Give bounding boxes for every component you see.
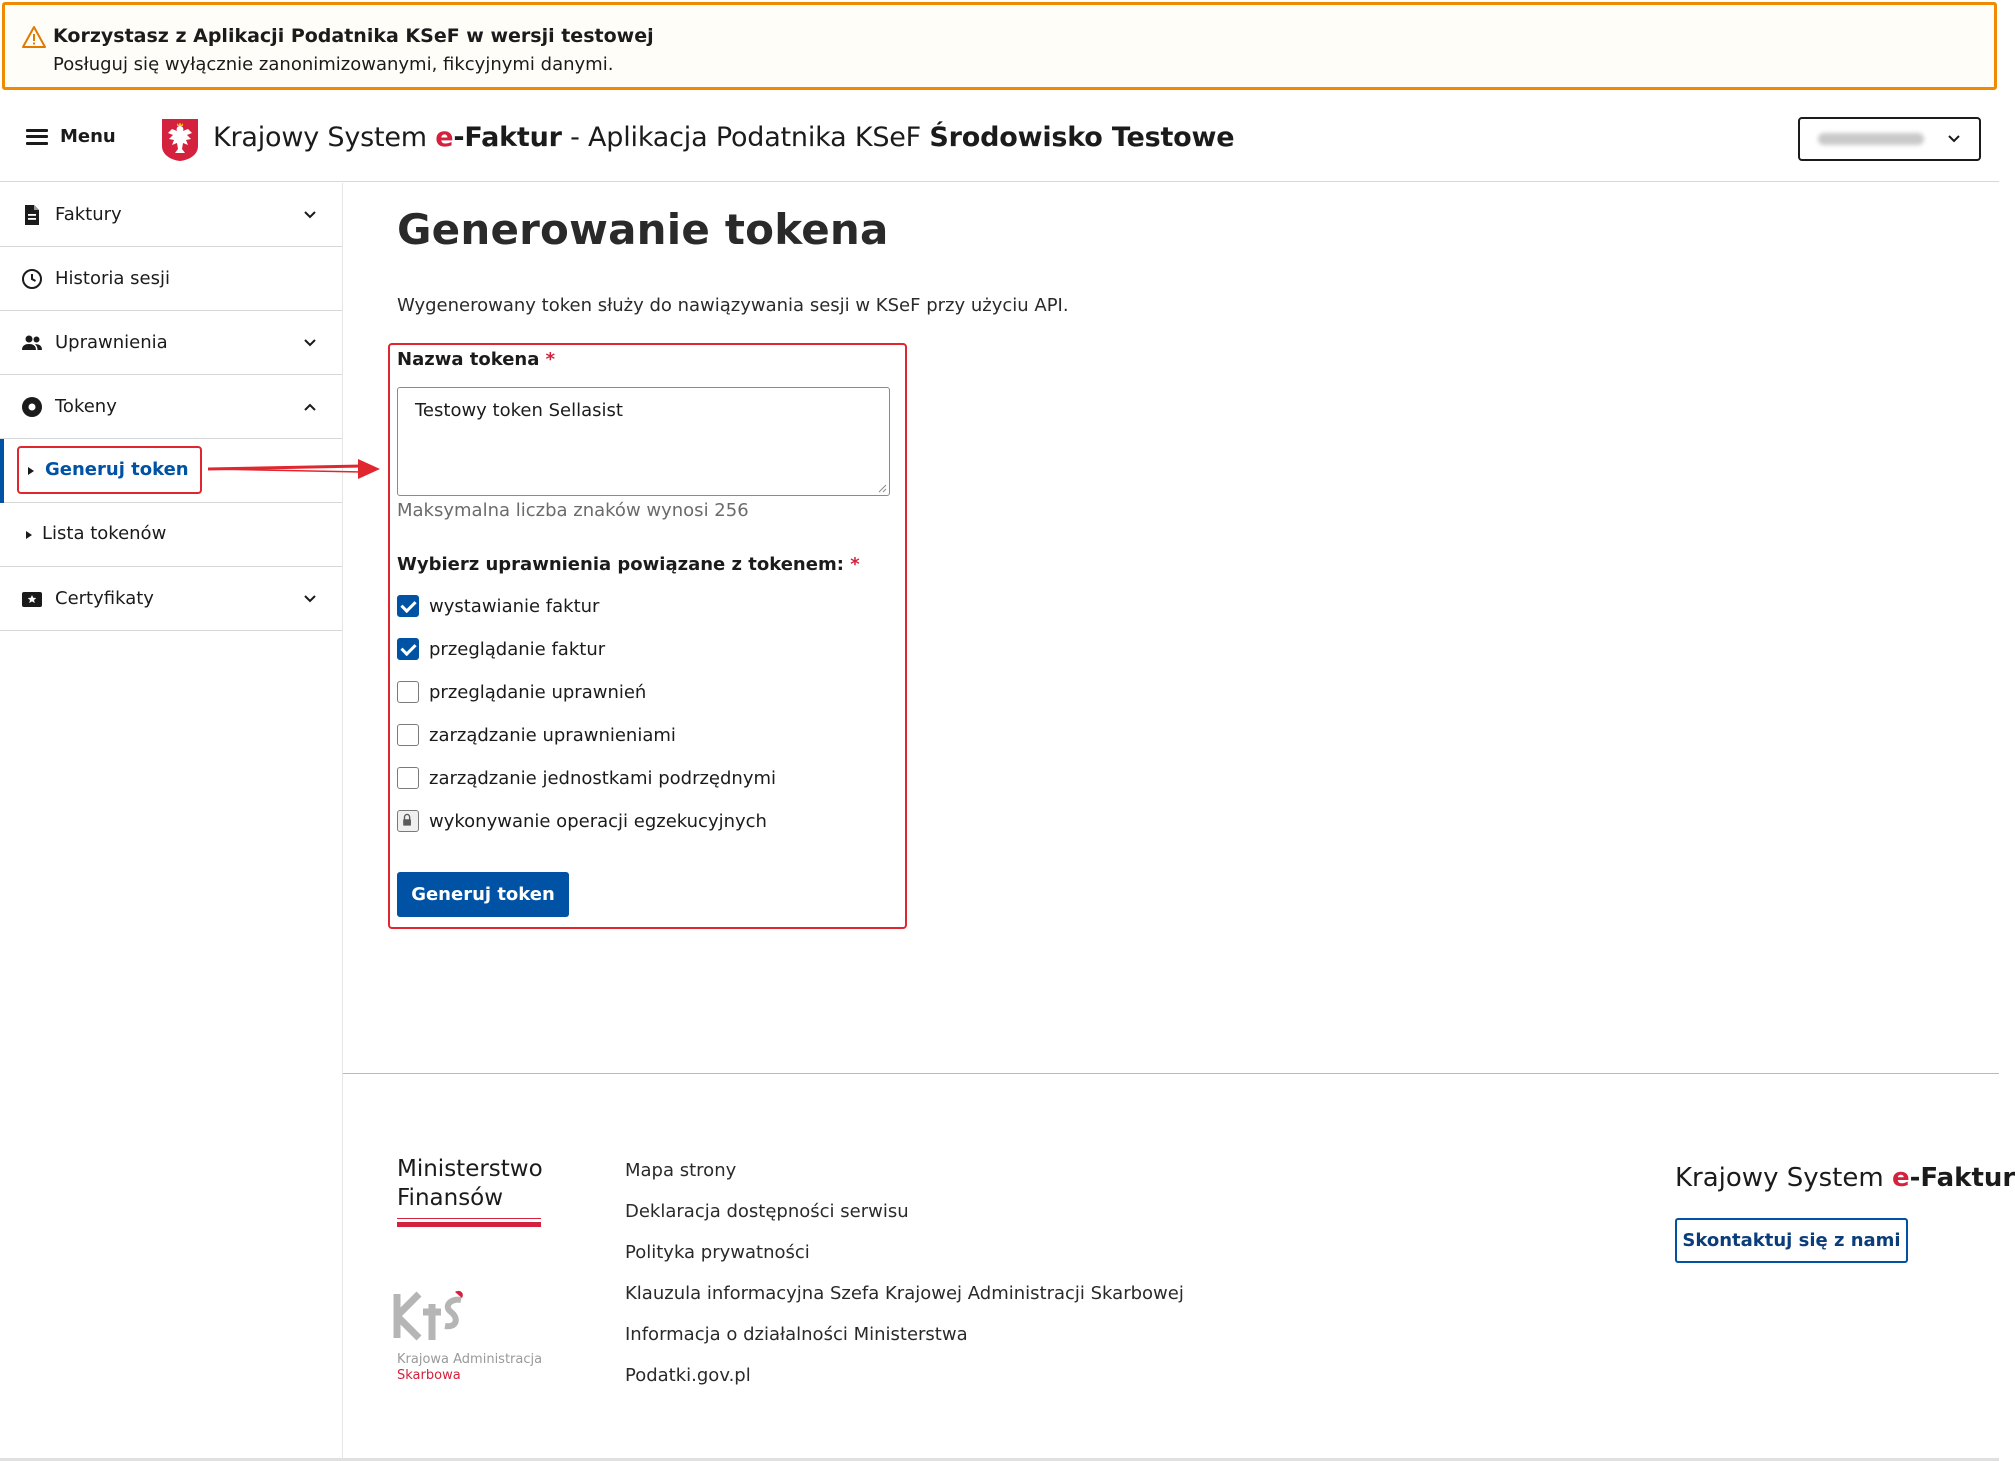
ministry-logo <box>397 1155 543 1213</box>
kas-logo-line2: Skarbowa <box>397 1368 461 1383</box>
menu-button[interactable] <box>26 126 116 147</box>
hamburger-icon <box>26 129 48 145</box>
permissions-label-text: Wybierz uprawnienia powiązane z tokenem: <box>397 554 844 575</box>
app-header <box>0 92 1999 182</box>
page-title: Generowanie tokena <box>397 205 889 254</box>
triangle-right-icon <box>26 531 32 539</box>
permission-zarzadzanie-jednostkami[interactable] <box>397 765 776 791</box>
chevron-down-icon <box>300 333 320 353</box>
ksef-brand-logo <box>1675 1163 2015 1193</box>
certificate-icon <box>20 587 44 611</box>
annotation-arrow-icon <box>206 454 382 484</box>
checkbox-unchecked[interactable] <box>397 724 419 746</box>
sidebar-subitem-lista-tokenow[interactable] <box>0 503 342 567</box>
sidebar-subitem-label: Lista tokenów <box>42 523 167 544</box>
sidebar-item-certyfikaty[interactable] <box>0 567 342 631</box>
kas-logo-line1: Krajowa Administracja <box>397 1352 543 1367</box>
banner-title: Korzystasz z Aplikacji Podatnika KSeF w wersji testowej <box>53 25 654 47</box>
footer-link-polityka-prywatnosci[interactable]: Polityka prywatności <box>625 1242 810 1263</box>
kas-logo-icon <box>395 1290 515 1350</box>
test-environment-banner <box>2 2 1997 90</box>
footer-link-podatki[interactable]: Podatki.gov.pl <box>625 1365 751 1386</box>
footer-link-informacja-o-dzialalnosci[interactable]: Informacja o działalności Ministerstwa <box>625 1324 968 1345</box>
app-title-part1: Krajowy System <box>213 122 436 153</box>
required-mark: * <box>545 349 556 370</box>
page-intro: Wygenerowany token służy do nawiązywania sesji w KSeF przy użyciu API. <box>397 295 1069 316</box>
chevron-up-icon <box>300 397 320 417</box>
permission-przegladanie-faktur[interactable] <box>397 636 605 662</box>
permission-label: przeglądanie uprawnień <box>429 681 647 703</box>
sidebar-item-label: Uprawnienia <box>55 332 168 353</box>
resize-grip-icon[interactable] <box>877 483 887 493</box>
triangle-right-icon <box>28 467 34 475</box>
sidebar-item-historia-sesji[interactable] <box>0 247 342 311</box>
required-mark: * <box>850 554 860 575</box>
ministry-logo-line2: Finansów <box>397 1185 504 1211</box>
menu-label: Menu <box>60 126 116 147</box>
chevron-down-icon <box>1944 129 1964 149</box>
ministry-logo-line1: Ministerstwo <box>397 1156 543 1182</box>
permission-label: wykonywanie operacji egzekucyjnych <box>429 810 767 832</box>
app-title-part2: - Aplikacja Podatnika KSeF <box>561 122 930 153</box>
footer-link-mapa-strony[interactable]: Mapa strony <box>625 1160 737 1181</box>
footer-divider <box>343 1073 1999 1074</box>
sidebar-item-label: Historia sesji <box>55 268 170 289</box>
token-name-label-text: Nazwa tokena <box>397 349 540 370</box>
app-title <box>213 122 1234 153</box>
permission-label: zarządzanie jednostkami podrzędnymi <box>429 767 777 789</box>
generate-token-button[interactable]: Generuj token <box>397 872 569 917</box>
ministry-logo-bar <box>397 1222 541 1227</box>
checkbox-unchecked[interactable] <box>397 681 419 703</box>
clock-icon <box>20 267 44 291</box>
sidebar-nav <box>0 183 343 1461</box>
user-identifier-redacted <box>1818 133 1924 145</box>
sidebar-item-label: Faktury <box>55 204 122 225</box>
footer-link-klauzula-informacyjna[interactable]: Klauzula informacyjna Szefa Krajowej Administracji Skarbowej <box>625 1283 1184 1304</box>
sidebar-item-uprawnienia[interactable] <box>0 311 342 375</box>
permission-label: przeglądanie faktur <box>429 638 606 660</box>
app-title-environment: Środowisko Testowe <box>929 122 1235 153</box>
banner-subtitle: Posługuj się wyłącznie zanonimizowanymi, fikcyjnymi danymi. <box>53 54 614 75</box>
chevron-down-icon <box>300 589 320 609</box>
checkbox-checked[interactable] <box>397 638 419 660</box>
token-name-input[interactable] <box>397 387 890 496</box>
permission-przegladanie-uprawnien[interactable] <box>397 679 646 705</box>
token-name-label <box>397 349 555 370</box>
document-icon <box>20 203 44 227</box>
user-context-select[interactable] <box>1798 117 1981 161</box>
lock-icon <box>398 811 417 830</box>
checkbox-unchecked[interactable] <box>397 767 419 789</box>
permission-wystawianie-faktur[interactable] <box>397 593 599 619</box>
checkbox-checked[interactable] <box>397 595 419 617</box>
users-icon <box>20 331 44 355</box>
sidebar-subitem-label: Generuj token <box>45 459 189 480</box>
sidebar-item-label: Certyfikaty <box>55 588 154 609</box>
polish-eagle-emblem-icon <box>161 118 199 162</box>
chevron-down-icon <box>300 205 320 225</box>
contact-us-button[interactable]: Skontaktuj się z nami <box>1675 1218 1908 1263</box>
permissions-label <box>397 554 860 575</box>
brand-faktur: -Faktur <box>1909 1163 2015 1193</box>
sidebar-item-label: Tokeny <box>55 396 117 417</box>
app-title-faktur: -Faktur <box>453 122 562 153</box>
warning-icon <box>21 25 47 49</box>
sidebar-item-faktury[interactable] <box>0 183 342 247</box>
token-name-hint: Maksymalna liczba znaków wynosi 256 <box>397 500 749 521</box>
permission-label: wystawianie faktur <box>429 595 600 617</box>
footer-link-deklaracja-dostepnosci[interactable]: Deklaracja dostępności serwisu <box>625 1201 909 1222</box>
brand-e: e <box>1891 1163 1910 1193</box>
sidebar-item-tokeny[interactable] <box>0 375 342 439</box>
permission-zarzadzanie-uprawnieniami[interactable] <box>397 722 676 748</box>
app-title-e: e <box>435 122 454 153</box>
ministry-logo-rule <box>397 1218 541 1219</box>
token-icon <box>20 395 44 419</box>
permission-operacje-egzekucyjne <box>397 808 767 834</box>
permission-label: zarządzanie uprawnieniami <box>429 724 676 746</box>
brand-part1: Krajowy System <box>1675 1163 1892 1193</box>
checkbox-locked <box>397 810 419 832</box>
